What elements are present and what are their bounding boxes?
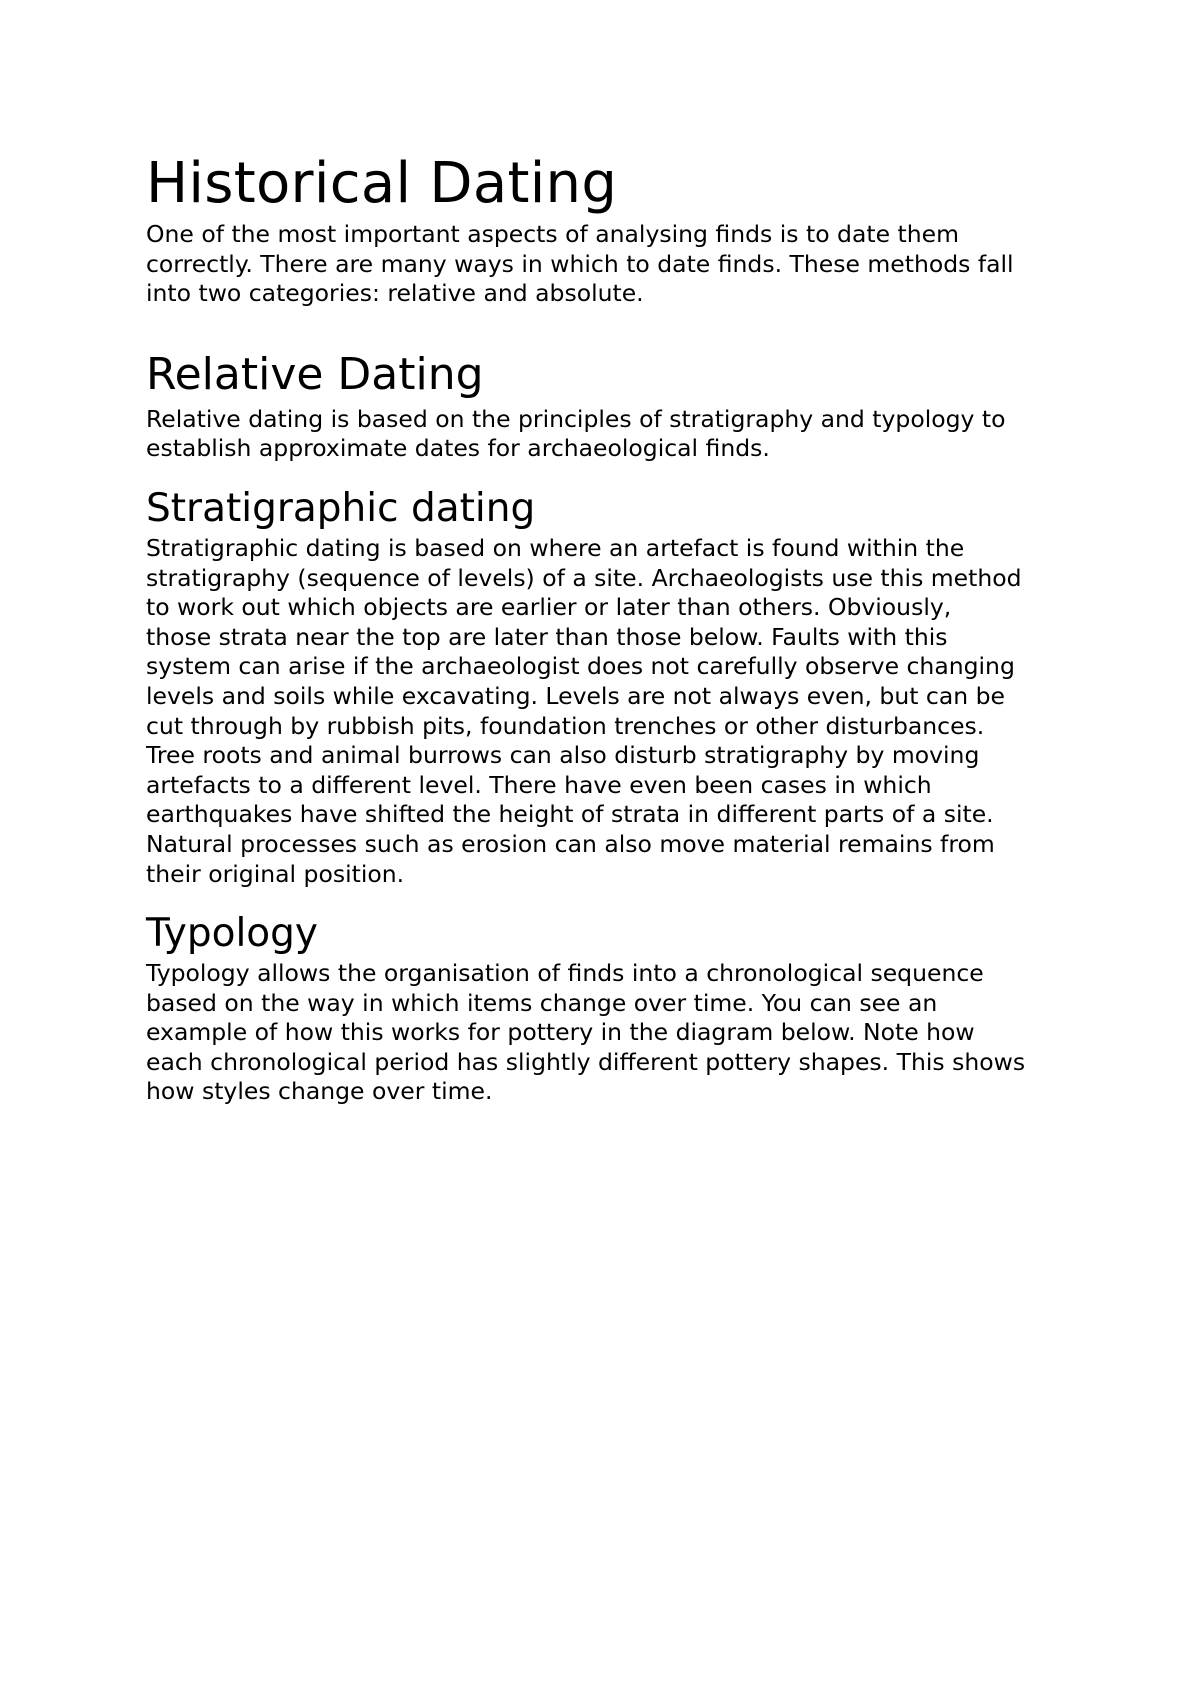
paragraph-line: to work out which objects are earlier or later than others. Obviously, [146,593,952,622]
paragraph-line: Relative dating is based on the principles of stratigraphy and typology to [146,404,1006,433]
paragraph-line: establish approximate dates for archaeological finds. [146,434,770,463]
paragraph-line: Tree roots and animal burrows can also disturb stratigraphy by moving [146,741,980,770]
document-page [146,148,1086,1107]
paragraph-line: into two categories: relative and absolute. [146,279,644,308]
paragraph-line: based on the way in which items change over time. You can see an [146,988,938,1017]
paragraph-line: One of the most important aspects of analysing finds is to date them [146,220,959,248]
paragraph-line: system can arise if the archaeologist does not carefully observe changing [146,652,1015,681]
paragraph-line: stratigraphy (sequence of levels) of a site. Archaeologists use this method [146,563,1022,592]
paragraph-line: correctly. There are many ways in which to date finds. These methods fall [146,249,1014,278]
paragraph-line: earthquakes have shifted the height of strata in different parts of a site. [146,800,994,829]
section-paragraph [146,405,1086,464]
paragraph-line: those strata near the top are later than those below. Faults with this [146,622,948,651]
section-relative-dating [146,347,1086,464]
paragraph-line: Typology allows the organisation of finds into a chronological sequence [146,959,984,988]
section-stratigraphic-dating [146,484,1086,889]
section-subheading: Typology [146,911,318,957]
section-paragraph [146,534,1086,889]
paragraph-line: how styles change over time. [146,1077,493,1106]
paragraph-line: cut through by rubbish pits, foundation trenches or other disturbances. [146,711,985,740]
paragraph-line: levels and soils while excavating. Levels are not always even, but can be [146,681,1005,710]
paragraph-line: Natural processes such as erosion can also move material remains from [146,829,995,858]
page-title: Historical Dating [146,151,618,216]
paragraph-line: their original position. [146,859,405,888]
section-heading: Relative Dating [146,348,484,400]
paragraph-line: Stratigraphic dating is based on where an artefact is found within the [146,533,965,562]
section-subheading: Stratigraphic dating [146,485,536,531]
section-typology [146,909,1086,1107]
section-paragraph [146,959,1086,1107]
paragraph-line: artefacts to a different level. There have even been cases in which [146,770,932,799]
intro-paragraph [146,220,1086,309]
paragraph-line: each chronological period has slightly different pottery shapes. This shows [146,1047,1026,1076]
paragraph-line: example of how this works for pottery in the diagram below. Note how [146,1018,975,1047]
